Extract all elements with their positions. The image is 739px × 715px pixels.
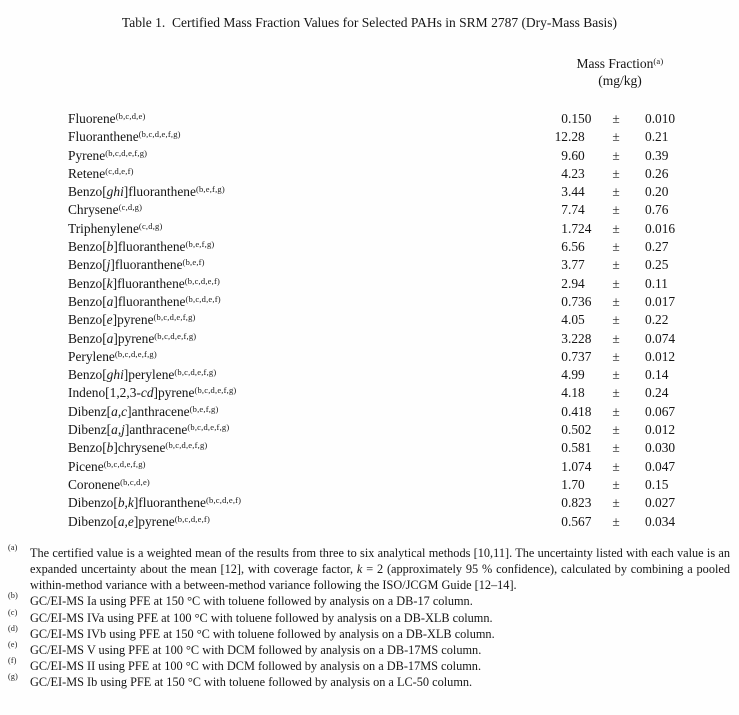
data-table [68,55,731,531]
footnote [0,542,739,594]
plus-minus-sign: ± [612,165,620,181]
compound-name: Benzo[a]fluoranthene$^{(b,c,d,e,f)}$ [68,293,221,309]
compound-name: Retene$^{(c,d,e,f)}$ [68,165,134,181]
uncertainty-value: 0.11 [645,275,668,291]
footnote-refs: (c,d,g) [138,220,163,231]
footnote-text: GC/EI-MS IVa using PFE at 100 °C with toluene followed by analysis on a DB-XLB column. [30,610,493,625]
uncertainty-value: 0.034 [645,513,676,529]
uncertainty-value: 0.030 [645,440,676,456]
table-row [68,458,731,476]
footnote-marker: (a) [8,542,18,552]
footnote-refs: (b,c,d,e,f,g) [103,458,146,469]
footnote-refs: (b,c,d,e,f,g) [165,440,208,451]
footnote-refs: (b,c,d,e,f) [185,293,221,304]
uncertainty-value: 0.14 [645,367,669,383]
uncertainty-value: 0.067 [645,403,676,419]
plus-minus-sign: ± [612,495,620,511]
uncertainty-value: 0.047 [645,458,676,474]
mass-fraction-value: 0 .567 [561,513,592,529]
compound-name: Pyrene$^{(b,c,d,e,f,g)}$ [68,147,148,163]
footnote [0,607,739,626]
mass-fraction-value: 1 .074 [561,458,592,474]
footnote [0,593,739,609]
footnote [0,642,739,658]
footnote-refs: (b,c,d,e,f,g) [187,422,230,433]
footnote [0,674,739,690]
mass-fraction-value: 1 .724 [561,220,592,236]
compound-name: Chrysene$^{(c,d,g)}$ [68,202,143,218]
uncertainty-value: 0.15 [645,476,669,492]
footnote-marker: (b) [8,591,18,601]
table-row [68,147,731,165]
plus-minus-sign: ± [612,513,620,529]
mass-fraction-value: 3 .44 [561,184,585,200]
table-row [68,384,731,402]
compound-name: Benzo[ghi]fluoranthene$^{(b,e,f,g)}$ [68,184,225,200]
footnote-refs: (b,c,d,e,f,g) [174,367,217,378]
table-title: Table 1. Certified Mass Fraction Values for Selected PAHs in SRM 2787 (Dry-Mass Basis) [121,15,618,30]
mass-fraction-value: 4 .23 [561,165,585,181]
mass-fraction-value: 3 .228 [561,330,592,346]
uncertainty-value: 0.016 [645,220,676,236]
footnote-marker: (c) [8,607,18,617]
footnote-text: The certified value is a weighted mean of the results from three to six analytical methods [10,11]. The uncertainty listed with each value is an expanded uncertainty about the mean [12], with coverage factor, k = 2 (approximately 95 % confidence), calculated by combining a pooled within-method variance with a between-method variance following the ISO/JCGM Guide [12–14]. [30,545,730,593]
compound-name: Benzo[b]chrysene$^{(b,c,d,e,f,g)}$ [68,440,208,456]
footnote-refs: (b,c,d,e,f,g) [114,348,157,359]
plus-minus-sign: ± [612,330,620,346]
column-header-footnote-ref: (a) [653,56,664,66]
plus-minus-sign: ± [612,111,620,126]
compound-name: Dibenz[a,j]anthracene$^{(b,c,d,e,f,g)}$ [68,422,230,438]
uncertainty-value: 0.24 [645,385,669,401]
footnote-refs: (b,e,f,g) [189,403,219,414]
table-row [68,513,731,531]
mass-fraction-value: 4 .05 [561,312,585,328]
mass-fraction-value: 2 .94 [561,275,585,291]
footnote [0,623,739,642]
mass-fraction-value: 0 .502 [561,422,592,438]
table-row [68,165,731,183]
plus-minus-sign: ± [612,129,620,145]
footnote-refs: (b,c,d,e,f,g) [138,129,181,140]
plus-minus-sign: ± [612,184,620,200]
table-row [68,494,731,512]
table-row [68,476,731,494]
mass-fraction-value: 0 .418 [561,403,592,419]
plus-minus-sign: ± [612,239,620,255]
uncertainty-value: 0.27 [645,239,669,255]
footnote-text: GC/EI-MS V using PFE at 100 °C with DCM followed by analysis on a DB-17MS column. [30,643,482,658]
footnote-refs: (b,e,f,g) [185,239,215,250]
footnote-refs: (b,c,d,e,f,g) [154,330,197,341]
compound-name: Benzo[j]fluoranthene$^{(b,e,f)}$ [68,257,205,273]
uncertainty-value: 0.76 [645,202,669,218]
footnote-marker: (g) [8,672,18,682]
footnote-marker: (d) [8,623,18,633]
footnote-refs: (b,c,d,e,f,g) [194,385,237,396]
mass-fraction-value: 0 .736 [561,293,592,309]
plus-minus-sign: ± [612,348,620,364]
column-header-label: Mass Fraction [576,56,654,71]
table-row [68,439,731,457]
uncertainty-value: 0.25 [645,257,669,273]
compound-name: Triphenylene$^{(c,d,g)}$ [68,220,163,236]
plus-minus-sign: ± [612,202,620,218]
uncertainty-value: 0.20 [645,184,669,200]
uncertainty-value: 0.39 [645,147,669,163]
compound-name: Benzo[b]fluoranthene$^{(b,e,f,g)}$ [68,239,215,255]
plus-minus-sign: ± [612,312,620,328]
plus-minus-sign: ± [612,147,620,163]
plus-minus-sign: ± [612,403,620,419]
compound-name: Perylene$^{(b,c,d,e,f,g)}$ [68,348,157,364]
table-row [68,366,731,384]
footnote-refs: (b,c,d,e,f) [205,495,242,506]
table-row [68,183,731,201]
compound-name: Dibenz[a,c]anthracene$^{(b,e,f,g)}$ [68,403,219,419]
plus-minus-sign: ± [612,220,620,236]
footnote-refs: (b,e,f) [182,257,205,268]
uncertainty-value: 0.22 [645,312,669,328]
table-row [68,220,731,238]
mass-fraction-value: 0 .150 [561,111,592,126]
uncertainty-value: 0.012 [645,348,676,364]
compound-name: Indeno[1,2,3-cd]pyrene$^{(b,c,d,e,f,g)}$ [68,385,237,401]
compound-name: Dibenzo[a,e]pyrene$^{(b,c,d,e,f)}$ [68,513,210,529]
mass-fraction-value: 12 .28 [554,129,585,145]
footnote-refs: (c,d,e,f) [105,165,134,176]
table-row [68,201,731,219]
footnote-refs: (c,d,g) [118,202,143,213]
table-body [68,110,731,531]
table-row [68,256,731,274]
uncertainty-value: 0.010 [645,111,676,126]
footnote-text: GC/EI-MS Ib using PFE at 150 °C with toluene followed by analysis on a LC-50 column. [30,675,473,690]
uncertainty-value: 0.017 [645,293,676,309]
table-row [68,110,731,128]
table-row [68,348,731,366]
compound-name: Fluorene$^{(b,c,d,e)}$ [68,111,146,126]
compound-name: Benzo[ghi]perylene$^{(b,c,d,e,f,g)}$ [68,367,217,383]
footnote-refs: (b,c,d,e) [115,111,146,121]
compound-name: Fluoranthene$^{(b,c,d,e,f,g)}$ [68,129,181,145]
mass-fraction-value: 0 .823 [561,495,592,511]
mass-fraction-value: 7 .74 [561,202,585,218]
table-column-header [545,55,695,89]
mass-fraction-value: 0 .581 [561,440,592,456]
plus-minus-sign: ± [612,275,620,291]
compound-name: Picene$^{(b,c,d,e,f,g)}$ [68,458,146,474]
footnote-marker: (f) [8,656,17,666]
footnote-text: GC/EI-MS II using PFE at 100 °C with DCM followed by analysis on a DB-17MS column. [30,659,482,674]
plus-minus-sign: ± [612,458,620,474]
footnote-refs: (b,c,d,e,f) [174,513,210,524]
mass-fraction-value: 6 .56 [561,239,585,255]
table-row [68,421,731,439]
plus-minus-sign: ± [612,385,620,401]
column-header-line1 [545,55,695,72]
compound-name: Coronene$^{(b,c,d,e)}$ [68,476,150,492]
footnote-refs: (b,c,d,e,f) [184,275,221,286]
mass-fraction-value: 0 .737 [561,348,592,364]
mass-fraction-value: 9 .60 [561,147,585,163]
mass-fraction-value: 4 .18 [561,385,585,401]
mass-fraction-value: 3 .77 [561,257,585,273]
column-header-unit: (mg/kg) [598,73,642,88]
uncertainty-value: 0.027 [645,495,676,511]
table-row [68,293,731,311]
footnote-text: GC/EI-MS IVb using PFE at 150 °C with toluene followed by analysis on a DB-XLB column. [30,626,495,641]
table-row [68,128,731,146]
table-row [68,330,731,348]
mass-fraction-value: 4 .99 [561,367,585,383]
footnote-text: GC/EI-MS Ia using PFE at 150 °C with toluene followed by analysis on a DB-17 column. [30,594,473,609]
uncertainty-value: 0.012 [645,422,676,438]
plus-minus-sign: ± [612,422,620,438]
footnote-marker: (e) [8,640,18,650]
plus-minus-sign: ± [612,257,620,273]
footnote-refs: (b,c,d,e) [120,476,150,487]
footnote [0,658,739,674]
plus-minus-sign: ± [612,476,620,492]
footnotes-section [0,542,739,691]
compound-name: Benzo[a]pyrene$^{(b,c,d,e,f,g)}$ [68,330,197,346]
compound-name: Benzo[e]pyrene$^{(b,c,d,e,f,g)}$ [68,312,196,328]
uncertainty-value: 0.074 [645,330,676,346]
table-row [68,238,731,256]
table-row [68,311,731,329]
plus-minus-sign: ± [612,367,620,383]
uncertainty-value: 0.26 [645,165,669,181]
mass-fraction-value: 1 .70 [561,476,585,492]
table-row [68,275,731,293]
compound-name: Dibenzo[b,k]fluoranthene$^{(b,c,d,e,f)}$ [68,495,242,511]
uncertainty-value: 0.21 [645,129,669,145]
table-row [68,403,731,421]
compound-name: Benzo[k]fluoranthene$^{(b,c,d,e,f)}$ [68,275,221,291]
footnote-refs: (b,c,d,e,f,g) [153,312,196,323]
footnote-refs: (b,c,d,e,f,g) [105,147,148,158]
footnote-refs: (b,e,f,g) [195,184,225,195]
plus-minus-sign: ± [612,440,620,456]
plus-minus-sign: ± [612,293,620,309]
